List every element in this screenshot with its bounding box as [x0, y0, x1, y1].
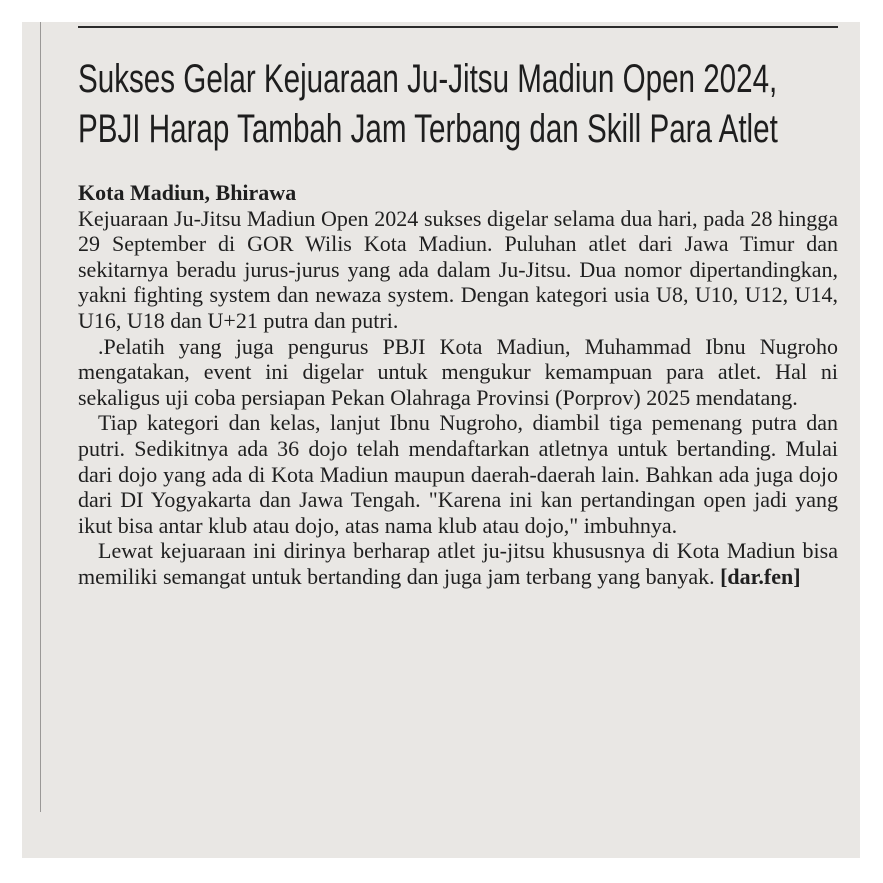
- paragraph-4: [78, 538, 838, 589]
- paragraph-4-text: Lewat kejuaraan ini dirinya berharap atlet ju-jitsu khususnya di Kota Madiun bisa memiliki semangat untuk bertanding dan juga jam terbang yang banyak.: [78, 538, 838, 589]
- newspaper-clipping: [22, 22, 860, 858]
- headline-line-2: PBJI Harap Tambah Jam Terbang dan Skill Para Atlet: [78, 107, 778, 151]
- top-rule: [78, 26, 838, 28]
- author-credit: [dar.fen]: [720, 563, 801, 589]
- headline-line-1: Sukses Gelar Kejuaraan Ju-Jitsu Madiun Open 2024,: [78, 57, 778, 101]
- column-rule: [40, 22, 41, 812]
- paragraph-3: Tiap kategori dan kelas, lanjut Ibnu Nugroho, diambil tiga pemenang putra dan putri. Sedikitnya ada 36 dojo telah mendaftarkan atletnya untuk bertanding. Mulai dari dojo yang ada di Kota Madiun maupun daerah-daerah lain. Bahkan ada juga dojo dari DI Yogyakarta dan Jawa Tengah. "Karena ini kan pertandingan open jadi yang ikut bisa antar klub atau dojo, atas nama klub atau dojo," imbuhnya.: [78, 410, 838, 538]
- dateline: Kota Madiun, Bhirawa: [78, 180, 297, 205]
- headline: [78, 54, 778, 154]
- paragraph-1: Kejuaraan Ju-Jitsu Madiun Open 2024 sukses digelar selama dua hari, pada 28 hingga 29 September di GOR Wilis Kota Madiun. Puluhan atlet dari Jawa Timur dan sekitarnya beradu jurus-jurus yang ada dalam Ju-Jitsu. Dua nomor dipertandingkan, yakni fighting system dan newaza system. Dengan kategori usia U8, U10, U12, U14, U16, U18 dan U+21 putra dan putri.: [78, 205, 838, 333]
- paragraph-2: .Pelatih yang juga pengurus PBJI Kota Madiun, Muhammad Ibnu Nugroho mengatakan, event ini digelar untuk mengukur kemampuan para atlet. Hal ni sekaligus uji coba persiapan Pekan Olahraga Provinsi (Porprov) 2025 mendatang.: [78, 333, 838, 410]
- article-body: [78, 180, 838, 590]
